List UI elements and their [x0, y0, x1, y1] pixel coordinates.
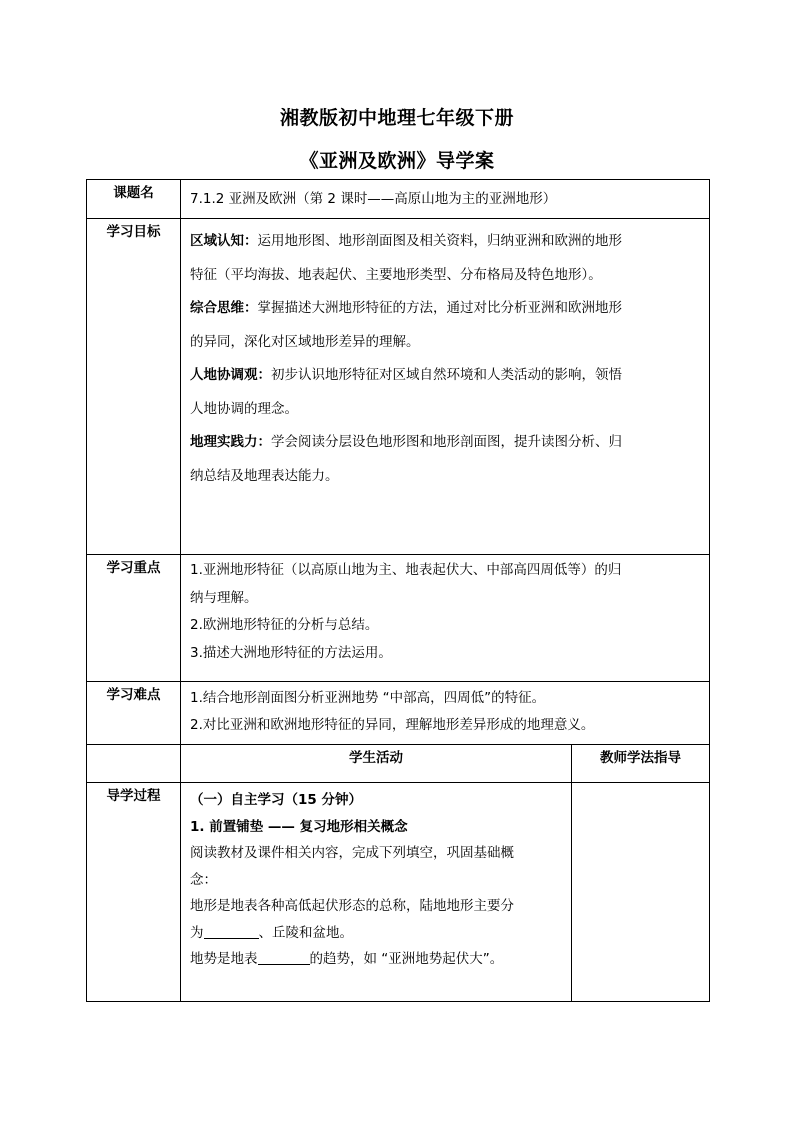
student-activity-header: 学生活动 [181, 745, 572, 783]
intro-text: 阅读教材及课件相关内容，完成下列填空，巩固基础概 念： [190, 845, 514, 888]
objectives-label: 学习目标 [87, 219, 181, 555]
difficulties-label: 学习难点 [87, 682, 181, 745]
student-activity-cell [181, 783, 572, 1002]
process-row [87, 783, 710, 1002]
objectives-cell [181, 219, 710, 555]
objective-human-land: 人地协调观：初步认识地形特征对区域自然环境和人类活动的影响，领悟 人地协调的理念。 [190, 367, 622, 417]
lesson-plan-table [86, 179, 710, 1002]
process-label: 导学过程 [87, 783, 181, 1002]
objectives-row [87, 219, 710, 555]
keypoint-line: 纳与理解。 [190, 589, 258, 606]
document-subtitle: 《亚洲及欧洲》导学案 [299, 150, 495, 172]
keypoints-label: 学习重点 [87, 555, 181, 682]
course-row [87, 180, 710, 219]
objective-practice: 地理实践力：学会阅读分层设色地形图和地形剖面图，提升读图分析、归 纳总结及地理表达能力。 [190, 434, 622, 484]
fill-in-relief: 地势是地表 的趋势，如 “亚洲地势起伏大”。 [190, 946, 563, 973]
activity-header-row [87, 745, 710, 783]
answer-blank[interactable] [258, 946, 310, 965]
subsection-heading: 1. 前置铺垫 —— 复习地形相关概念 [190, 818, 408, 835]
keypoints-cell [181, 555, 710, 682]
document-title: 湘教版初中地理七年级下册 [279, 107, 514, 129]
activity-header-empty [87, 745, 181, 783]
fill-in-terrain: 地形是地表各种高低起伏形态的总称，陆地地形主要分 为 、丘陵和盆地。 [190, 898, 514, 941]
answer-blank[interactable] [204, 920, 259, 939]
course-label: 课题名 [87, 180, 181, 219]
keypoint-line: 1.亚洲地形特征（以高原山地为主、地表起伏大、中部高四周低等）的归 [190, 562, 622, 578]
difficulty-line: 2.对比亚洲和欧洲地形特征的异同，理解地形差异形成的地理意义。 [190, 717, 595, 733]
course-value: 7.1.2 亚洲及欧洲（第 2 课时——高原山地为主的亚洲地形） [190, 191, 557, 207]
difficulty-line: 1.结合地形剖面图分析亚洲地势 “中部高，四周低”的特征。 [190, 690, 546, 706]
objective-synthesis: 综合思维：掌握描述大洲地形特征的方法，通过对比分析亚洲和欧洲地形 的异同，深化对区域地形差异的理解。 [190, 300, 622, 350]
course-value-cell [181, 180, 710, 219]
keypoint-line: 3.描述大洲地形特征的方法运用。 [190, 644, 392, 661]
objective-regional: 区域认知：运用地形图、地形剖面图及相关资料，归纳亚洲和欧洲的地形 特征（平均海拔、地表起伏、主要地形类型、分布格局及特色地形）。 [190, 233, 622, 283]
section-heading: （一）自主学习（15 分钟） [190, 792, 362, 808]
difficulties-cell [181, 682, 710, 745]
difficulties-row [87, 682, 710, 745]
keypoints-row [87, 555, 710, 682]
teacher-guidance-cell [572, 783, 710, 1002]
keypoint-line: 2.欧洲地形特征的分析与总结。 [190, 617, 379, 633]
teacher-guidance-header: 教师学法指导 [572, 745, 710, 783]
